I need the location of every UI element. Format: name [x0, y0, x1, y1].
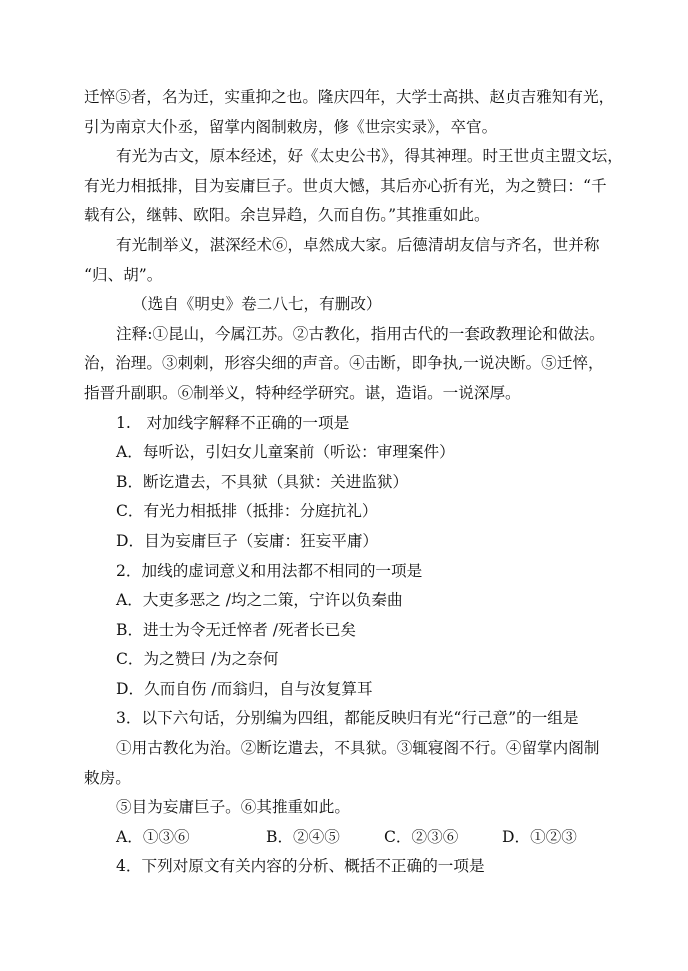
passage-line: 有光力相抵排，目为妄庸巨子。世贞大憾，其后亦心折有光，为之赞曰：“千	[84, 176, 607, 195]
notes-line: 注释:①昆山，今属江苏。②古教化，指用古代的一套政教理论和做法。	[116, 324, 605, 343]
question-1-option-d: D．目为妄庸巨子（妄庸：狂妄平庸）	[116, 531, 379, 550]
question-2-stem: 2．加线的虚词意义和用法都不相同的一项是	[116, 561, 423, 580]
question-2-option-a: A．大吏多恶之 /均之二策，宁许以负秦曲	[116, 591, 403, 610]
passage-line: “归、胡”。	[84, 265, 163, 284]
question-1-option-b: B．断讫遣去，不具狱（具狱：关进监狱）	[116, 472, 409, 491]
question-3-sentences: ⑤目为妄庸巨子。⑥其推重如此。	[116, 798, 350, 817]
passage-line: 有光为古文，原本经述，好《太史公书》，得其神理。时王世贞主盟文坛，	[116, 147, 623, 166]
question-1-option-a: A．每听讼，引妇女儿童案前（听讼：审理案件）	[116, 443, 455, 462]
question-2-option-c: C．为之赞曰 /为之奈何	[116, 650, 279, 669]
question-3-option-a: A．①③⑥	[116, 827, 190, 846]
question-3-option-c: C．②③⑥	[384, 827, 459, 846]
question-2-option-b: B．进士为令无迁悴者 /死者长已矣	[116, 620, 356, 639]
question-1-stem: 1. 对加线字解释不正确的一项是	[116, 413, 350, 432]
passage-line: 载有公，继韩、欧阳。余岂异趋，久而自伤。”其推重如此。	[84, 206, 490, 225]
source-citation: （选自《明史》卷二八七，有删改）	[132, 295, 382, 314]
passage-line: 引为南京大仆丞，留掌内阁制敕房，修《世宗实录》，卒官。	[84, 117, 498, 136]
document-page	[84, 83, 624, 882]
question-3-options	[84, 823, 624, 853]
passage-line: 迁悴⑤者，名为迁，实重抑之也。隆庆四年，大学士高拱、赵贞吉雅知有光，	[84, 88, 615, 106]
question-3-sentences: 敕房。	[84, 768, 131, 787]
question-1-option-c: C．有光力相抵排（抵排：分庭抗礼）	[116, 502, 378, 521]
question-3-sentences: ①用古教化为治。②断讫遣去，不具狱。③辄寝阁不行。④留掌内阁制	[116, 739, 600, 758]
question-3-option-b: B．②④⑤	[266, 827, 340, 846]
question-2-option-d: D．久而自伤 /而翁归，自与汝复算耳	[116, 679, 373, 698]
question-3-stem: 3．以下六句话，分别编为四组，都能反映归有光“行己意”的一组是	[116, 709, 579, 728]
notes-line: 指晋升副职。⑥制举义，特种经学研究。谌，造诣。一说深厚。	[84, 383, 521, 402]
question-4-stem: 4．下列对原文有关内容的分析、概括不正确的一项是	[116, 857, 485, 876]
notes-line: 治，治理。③刺刺，形容尖细的声音。④击断，即争执,一说决断。⑤迁悴，	[84, 354, 604, 373]
passage-line: 有光制举义，湛深经术⑥，卓然成大家。后德清胡友信与齐名，世并称	[116, 235, 600, 254]
question-3-option-d: D．①②③	[502, 827, 577, 846]
